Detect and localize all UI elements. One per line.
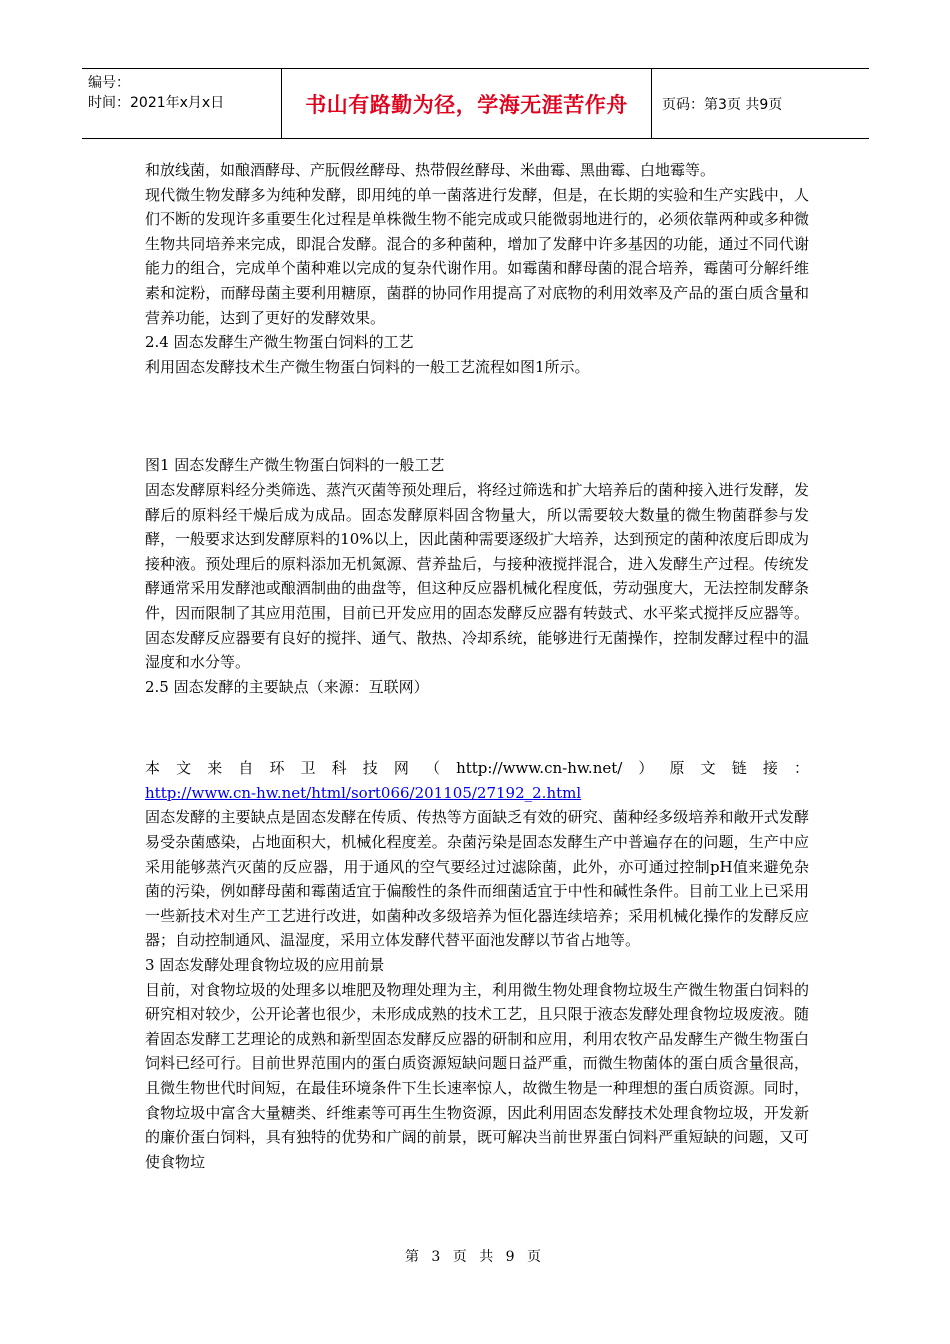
source-char: 接: [762, 759, 778, 778]
header-meta: [82, 69, 282, 138]
header-motto: 书山有路勤为径，学海无涯苦作舟: [305, 92, 628, 117]
paragraph: 固态发酵原料经分类筛选、蒸汽灭菌等预处理后，将经过筛选和扩大培养后的菌种接入进行发酵，发酵后的原料经干燥后成为成品。固态发酵原料固含物量大，所以需要较大数量的微生物菌群参与发酵，一般要求达到发酵原料的10%以上，因此菌种需要逐级扩大培养，达到预定的菌种浓度后即成为接种液。预处理后的原料添加无机氮源、营养盐后，与接种液搅拌混合，进入发酵生产过程。传统发酵通常采用发酵池或酿酒制曲的曲盘等，但这种反应器机械化程度低，劳动强度大，无法控制发酵条件，因而限制了其应用范围，目前已开发应用的固态发酵反应器有转鼓式、水平桨式搅拌反应器等。固态发酵反应器要有良好的搅拌、通气、散热、冷却系统，能够进行无菌操作，控制发酵过程中的温湿度和水分等。: [145, 480, 809, 672]
source-char: 文: [700, 759, 716, 778]
paragraph: 现代微生物发酵多为纯种发酵，即用纯的单一菌落进行发酵，但是，在长期的实验和生产实践中，人们不断的发现许多重要生化过程是单株微生物不能完成或只能微弱地进行的，必须依靠两种或多种微生物共同培养来完成，即混合发酵。混合的多种菌种，增加了发酵中许多基因的功能，通过不同代谢能力的组合，完成单个菌种难以完成的复杂代谢作用。如霉菌和酵母菌的混合培养，霉菌可分解纤维素和淀粉，而酵母菌主要利用糖原，菌群的协同作用提高了对底物的利用效率及产品的蛋白质含量和营养功能，达到了更好的发酵效果。: [145, 185, 809, 327]
source-char: 自: [238, 759, 254, 778]
document-body: [145, 158, 809, 1174]
page-footer: 第 3 页 共 9 页: [404, 1249, 546, 1265]
source-char: 科: [331, 759, 347, 778]
section-heading-2-5: 2.5 固态发酵的主要缺点（来源：互联网）: [145, 677, 429, 696]
section-heading-3: 3 固态发酵处理食物垃圾的应用前景: [145, 956, 385, 975]
source-site-url: http://www.cn-hw.net/: [456, 759, 623, 778]
header-motto-cell: [282, 69, 652, 138]
source-char: 原: [669, 759, 685, 778]
source-paren: ）: [638, 759, 654, 778]
source-char: 技: [362, 759, 378, 778]
source-char: 环: [269, 759, 285, 778]
source-link[interactable]: http://www.cn-hw.net/html/sort066/201105/27192_2.html: [145, 783, 582, 802]
header-page-label: 页码：第3页 共9页: [662, 96, 783, 113]
source-link-line: [145, 781, 809, 806]
source-char: 网: [393, 759, 409, 778]
source-char: 来: [207, 759, 223, 778]
section-heading-2-4: 2.4 固态发酵生产微生物蛋白饲料的工艺: [145, 333, 414, 352]
paragraph: 目前，对食物垃圾的处理多以堆肥及物理处理为主，利用微生物处理食物垃圾生产微生物蛋白饲料的研究相对较少，公开论著也很少，未形成成熟的技术工艺，且只限于液态发酵处理食物垃圾废液。随着固态发酵工艺理论的成熟和新型固态发酵反应器的研制和应用，利用农牧产品发酵生产微生物蛋白饲料已经可行。目前世界范围内的蛋白质资源短缺问题日益严重，而微生物菌体的蛋白质含量很高，且微生物世代时间短，在最佳环境条件下生长速率惊人，故微生物是一种理想的蛋白质资源。同时，食物垃圾中富含大量糖类、纤维素等可再生生物资源，因此利用固态发酵技术处理食物垃圾，开发新的廉价蛋白饲料，具有独特的优势和广阔的前景，既可解决当前世界蛋白饲料严重短缺的问题，又可使食物垃: [145, 980, 809, 1171]
spacer: [145, 699, 809, 756]
source-line: [145, 756, 809, 781]
source-char: 本: [145, 759, 161, 778]
time-label: 时间：2021年x月x日: [88, 95, 225, 111]
source-paren: （: [424, 759, 440, 778]
figure-caption: 图1 固态发酵生产微生物蛋白饲料的一般工艺: [145, 456, 445, 475]
source-char: 文: [176, 759, 192, 778]
figure-placeholder: [145, 379, 809, 453]
header-page-cell: [652, 69, 869, 138]
paragraph: 利用固态发酵技术生产微生物蛋白饲料的一般工艺流程如图1所示。: [145, 357, 590, 376]
paragraph: 和放线菌，如酿酒酵母、产朊假丝酵母、热带假丝酵母、米曲霉、黑曲霉、白地霉等。: [145, 161, 716, 179]
page-header: [82, 68, 869, 139]
source-char: 卫: [300, 759, 316, 778]
code-label: 编号：: [88, 75, 130, 91]
source-colon: ：: [793, 759, 809, 778]
paragraph: 固态发酵的主要缺点是固态发酵在传质、传热等方面缺乏有效的研究、菌种经多级培养和敞开式发酵易受杂菌感染，占地面积大，机械化程度差。杂菌污染是固态发酵生产中普遍存在的问题，生产中应采用能够蒸汽灭菌的反应器，用于通风的空气要经过过滤除菌，此外，亦可通过控制pH值来避免杂菌的污染，例如酵母菌和霉菌适宜于偏酸性的条件而细菌适宜于中性和碱性条件。目前工业上已采用一些新技术对生产工艺进行改进，如菌种改多级培养为恒化器连续培养；采用机械化操作的发酵反应器；自动控制通风、温湿度，采用立体发酵代替平面池发酵以节省占地等。: [145, 808, 809, 950]
source-char: 链: [731, 759, 747, 778]
